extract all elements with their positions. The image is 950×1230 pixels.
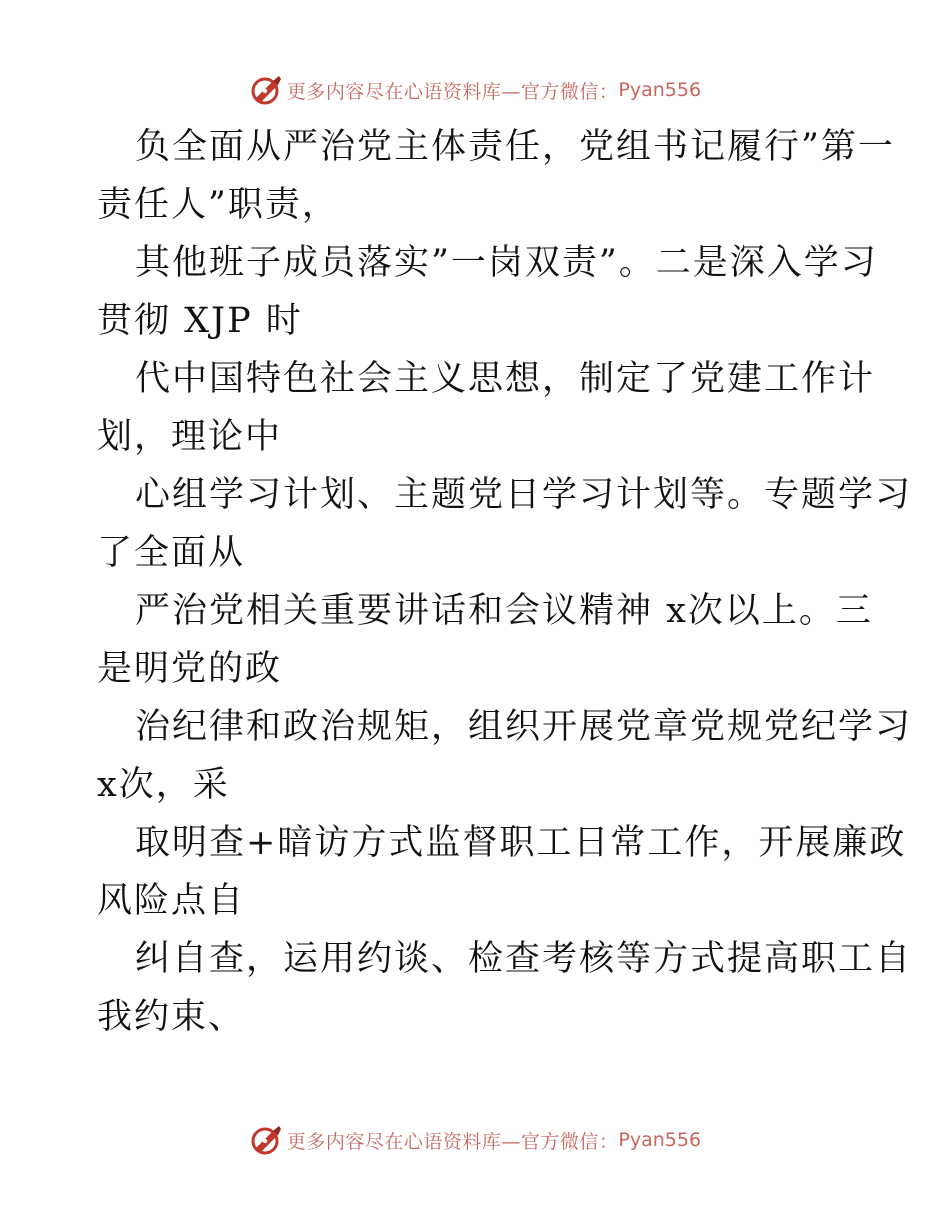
text-line: 了全面从 <box>97 533 246 573</box>
text-line: 贯彻 XJP 时 <box>97 301 303 341</box>
text-line: 是明党的政 <box>97 649 283 689</box>
header-banner <box>0 70 950 110</box>
red-pen-nib-logo-icon <box>249 73 283 107</box>
banner-wechat-id: Pyan556 <box>618 1129 702 1151</box>
text-line: 其他班子成员落实”一岗双责”。二是深入学习 <box>135 243 878 283</box>
text-line: 代中国特色社会主义思想，制定了党建工作计 <box>135 359 876 399</box>
document-body <box>97 118 913 1046</box>
text-line: x次，采 <box>97 765 230 805</box>
banner-text: 更多内容尽在心语资料库—官方微信： <box>286 80 619 103</box>
text-line: 心组学习计划、主题党日学习计划等。专题学习 <box>135 475 913 515</box>
text-line: 负全面从严治党主体责任，党组书记履行”第一 <box>135 127 895 167</box>
red-pen-nib-logo-icon <box>249 1123 283 1157</box>
banner-text: 更多内容尽在心语资料库—官方微信： <box>286 1130 619 1153</box>
text-line: 责任人”职责， <box>97 185 339 225</box>
footer-banner <box>0 1120 950 1160</box>
text-line: 取明查+暗访方式监督职工日常工作，开展廉政 <box>135 823 907 863</box>
text-line: 风险点自 <box>97 881 246 921</box>
text-line: 治纪律和政治规矩，组织开展党章党规党纪学习 <box>135 707 913 747</box>
text-line: 严治党相关重要讲话和会议精神 x次以上。三 <box>135 591 873 631</box>
text-line: 我约束、 <box>97 997 246 1037</box>
text-line: 纠自查，运用约谈、检查考核等方式提高职工自 <box>135 939 913 979</box>
text-line: 划，理论中 <box>97 417 283 457</box>
banner-wechat-id: Pyan556 <box>618 79 702 101</box>
